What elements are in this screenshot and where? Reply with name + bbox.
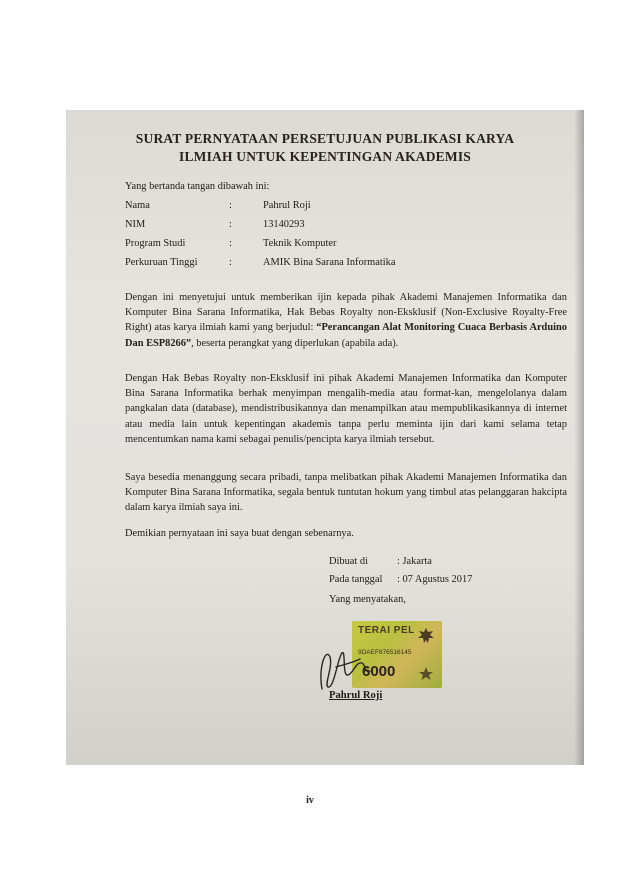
thesis-title: “Perancangan Alat Monitoring Cuaca Berbasis Arduino Dan ESP8266” [125, 322, 567, 349]
stamp-label: TERAI PEL [358, 625, 415, 636]
signature-icon [312, 627, 392, 697]
paragraph-consent [125, 290, 567, 351]
stamp-amount: 6000 [362, 663, 396, 680]
signer-name: Pahrul Roji [329, 690, 383, 701]
field-value: 13140293 [263, 219, 305, 230]
field-separator: : [229, 238, 232, 249]
field-value: Pahrul Roji [263, 200, 311, 211]
paragraph-consent-tail: , beserta perangkat yang diperlukan (apabila ada). [191, 337, 399, 349]
paragraph-rights: Dengan Hak Bebas Royalty non-Eksklusif ini pihak Akademi Manajemen Informatika dan Komputer Bina Sarana Informatika berhak menyimpan mengalih-media atau format-kan, mengelolanya dalam pangkalan data (database), mendistribusikannya dan menampilkan atau mempublikasikannya di internet atau media lain untuk kepentingan akademis tanpa perlu meminta ijin dari kami selama tetap mencentumkan nama kami sebagai penulis/pencipta karya ilmiah tersebut. [125, 373, 567, 445]
garuda-emblem-icon [416, 626, 436, 646]
statement-text: Yang menyatakan, [329, 594, 406, 605]
date-row [329, 574, 569, 589]
paragraph-consent-text: Dengan ini menyetujui untuk memberikan ijin kepada pihak Akademi Manajemen Informatika dan Komputer Bina Sarana Informatika, Hak Bebas Royalty non-Eksklusif (Non-Exclusive Royalty-Free Right) atas karya ilmiah kami yang berjudul: [125, 292, 567, 334]
field-row-nim [125, 219, 525, 234]
field-label: Nama [125, 200, 150, 211]
place-row [329, 556, 569, 571]
field-label: NIM [125, 219, 146, 230]
field-row-program [125, 238, 525, 253]
field-label: Program Studi [125, 238, 186, 249]
place-label: Dibuat di [329, 556, 368, 567]
field-value: Teknik Komputer [263, 238, 337, 249]
field-separator: : [229, 257, 232, 268]
intro-text: Yang bertanda tangan dibawah ini: [125, 181, 270, 192]
date-label: Pada tanggal [329, 574, 383, 585]
stamp-star-icon [418, 666, 434, 682]
field-label: Perkuruan Tinggi [125, 257, 198, 268]
field-separator: : [229, 219, 232, 230]
field-row-university [125, 257, 525, 272]
paragraph-liability: Saya besedia menanggung secara pribadi, tanpa melibatkan pihak Akademi Manajemen Informatika dan Komputer Bina Sarana Informatika, segala bentuk tuntutan hokum yang timbul atas pelanggaran hakcipta dalam karya ilmiah saya ini. [125, 472, 567, 514]
place-value: : Jakarta [397, 556, 432, 567]
closing-statement: Demikian pernyataan ini saya buat dengan sebenarnya. [125, 528, 354, 539]
stamp-code: 9DAEF876516145 [358, 649, 412, 656]
document-photo [66, 110, 584, 765]
field-separator: : [229, 200, 232, 211]
document-title-line-2: ILMIAH UNTUK KEPENTINGAN AKADEMIS [178, 149, 471, 164]
field-row-name [125, 200, 525, 215]
date-value: : 07 Agustus 2017 [397, 574, 473, 585]
field-value: AMIK Bina Sarana Informatika [263, 257, 396, 268]
document-title-line-1: SURAT PERNYATAAN PERSETUJUAN PUBLIKASI KARYA [135, 131, 515, 146]
page-number: iv [306, 795, 314, 806]
